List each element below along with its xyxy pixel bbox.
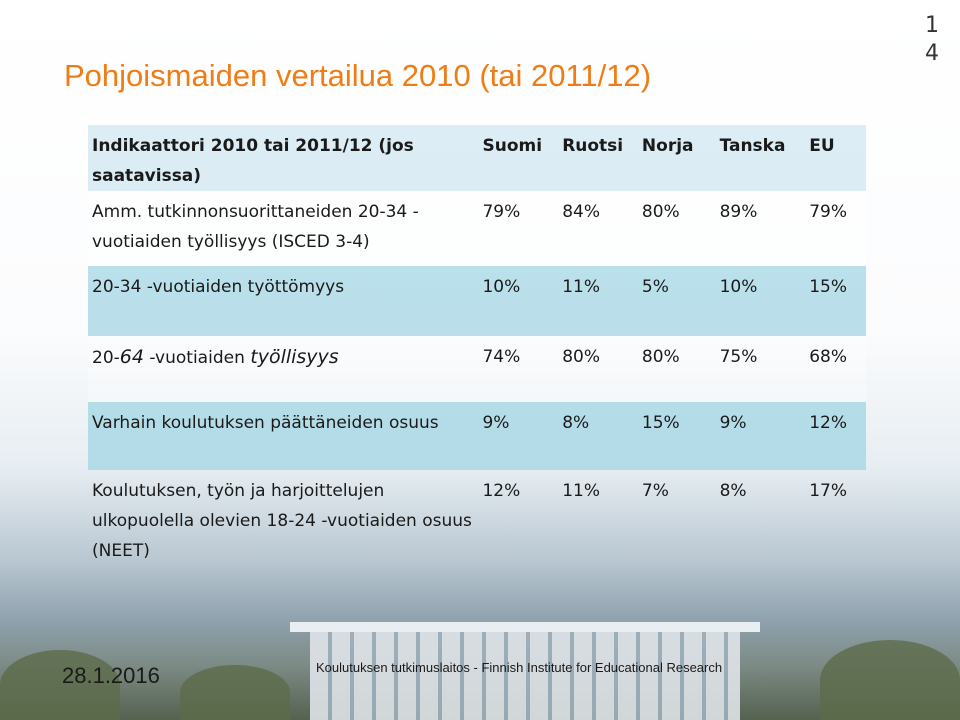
row-label-italic: työllisyys — [250, 346, 339, 368]
table-cell: 84% — [562, 202, 600, 222]
slide-number-text: 1 4 — [925, 13, 939, 66]
table-cell: 80% — [641, 202, 680, 222]
table-cell: 8% — [562, 413, 590, 433]
table-cell: 11% — [562, 481, 600, 501]
table-cell: 15% — [809, 277, 848, 297]
header-country: Suomi — [482, 136, 543, 156]
table-header-row — [88, 125, 866, 191]
table-cell: 5% — [641, 277, 669, 297]
background-tree — [180, 665, 290, 720]
background-building-roof — [290, 622, 760, 632]
header-country: Ruotsi — [562, 136, 624, 156]
header-country: Tanska — [719, 136, 786, 156]
table-cell: 10% — [719, 277, 758, 297]
row-label: Koulutuksen, työn ja harjoittelujen ulkopuolella olevien 18-24 -vuotiaiden osuus (NEET) — [92, 481, 472, 561]
table-cell: 9% — [719, 413, 747, 433]
footer-organization: Koulutuksen tutkimuslaitos - Finnish Institute for Educational Research — [316, 660, 723, 675]
table-cell: 15% — [641, 413, 680, 433]
row-label: 20-34 -vuotiaiden työttömyys — [92, 277, 345, 297]
row-label: Amm. tutkinnonsuorittaneiden 20-34 -vuotiaiden työllisyys (ISCED 3-4) — [92, 202, 419, 252]
table-row — [88, 336, 866, 402]
table-cell: 75% — [719, 347, 758, 367]
row-label — [88, 336, 482, 402]
table-cell: 8% — [719, 481, 747, 501]
table-cell: 80% — [562, 347, 600, 367]
table-cell: 89% — [719, 202, 758, 222]
row-label-part: 20- — [92, 348, 120, 368]
table-cell: 10% — [482, 277, 521, 297]
slide-title: Pohjoismaiden vertailua 2010 (tai 2011/12) — [64, 58, 652, 93]
table-cell: 17% — [809, 481, 848, 501]
table-row — [88, 470, 866, 566]
table-cell: 74% — [482, 347, 521, 367]
background-building — [310, 632, 740, 720]
header-country: EU — [809, 136, 835, 156]
comparison-table — [88, 125, 866, 566]
row-label-part: -vuotiaiden — [143, 348, 251, 368]
table-cell: 12% — [809, 413, 848, 433]
table-cell: 68% — [809, 347, 848, 367]
background-tree — [820, 640, 960, 720]
table-row — [88, 266, 866, 336]
table-cell: 11% — [562, 277, 600, 297]
table-cell: 7% — [641, 481, 669, 501]
table-cell: 80% — [641, 347, 680, 367]
table-cell: 79% — [809, 202, 848, 222]
table-cell: 12% — [482, 481, 521, 501]
table-row — [88, 402, 866, 470]
table-cell: 9% — [482, 413, 510, 433]
slide-number — [921, 12, 943, 68]
header-indicator: Indikaattori 2010 tai 2011/12 (jos saatavissa) — [92, 136, 414, 186]
row-label: Varhain koulutuksen päättäneiden osuus — [92, 413, 439, 433]
row-label-italic: 64 — [119, 346, 144, 368]
table-cell: 79% — [482, 202, 521, 222]
header-country: Norja — [641, 136, 694, 156]
footer-date: 28.1.2016 — [62, 663, 160, 688]
table-row — [88, 191, 866, 266]
